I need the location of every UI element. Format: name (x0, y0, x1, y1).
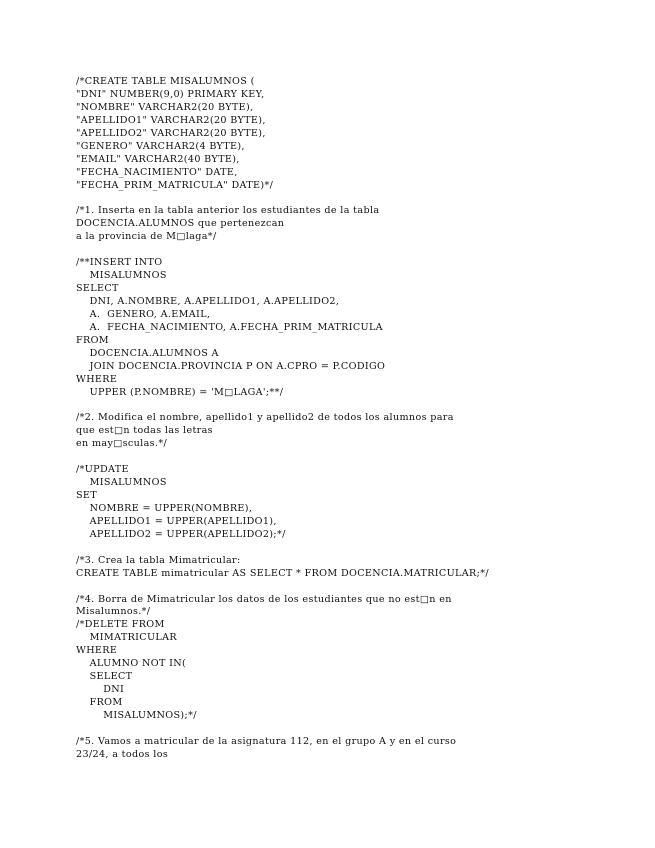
code-line: WHERE (76, 645, 118, 657)
code-line: /*4. Borra de Mimatricular los datos de los estudiantes que no est□n en (76, 593, 452, 605)
code-line: "GENERO" VARCHAR2(4 BYTE), (76, 140, 245, 152)
code-line: "DNI" NUMBER(9,0) PRIMARY KEY, (76, 88, 265, 100)
code-line: WHERE (76, 373, 118, 385)
blank-line (76, 244, 636, 257)
code-line: DNI, A.NOMBRE, A.APELLIDO1, A.APELLIDO2, (76, 295, 340, 307)
code-line: "APELLIDO2" VARCHAR2(20 BYTE), (76, 127, 266, 139)
code-line: UPPER (P.NOMBRE) = 'M□LAGA';**/ (76, 386, 284, 398)
code-line: Misalumnos.*/ (76, 606, 151, 618)
code-line: MISALUMNOS);*/ (76, 709, 197, 721)
code-line: CREATE TABLE mimatricular AS SELECT * FROM DOCENCIA.MATRICULAR;*/ (76, 567, 489, 579)
code-line: "EMAIL" VARCHAR2(40 BYTE), (76, 153, 240, 165)
code-line: /**INSERT INTO (76, 257, 163, 269)
blank-line (76, 542, 636, 555)
blank-line (76, 399, 636, 412)
code-line: que est□n todas las letras (76, 425, 213, 437)
code-line: en may□sculas.*/ (76, 438, 168, 450)
code-line: DOCENCIA.ALUMNOS A (76, 347, 219, 359)
code-line: a la provincia de M□laga*/ (76, 231, 217, 243)
code-line: FROM (76, 697, 123, 708)
code-line: ALUMNO NOT IN( (76, 658, 187, 670)
code-line: /*UPDATE (76, 464, 129, 476)
code-line: MIMATRICULAR (76, 632, 177, 644)
blank-line (76, 581, 636, 594)
code-line: APELLIDO2 = UPPER(APELLIDO2);*/ (76, 528, 286, 540)
code-line: /*5. Vamos a matricular de la asignatura 112, en el grupo A y en el curso (76, 735, 457, 747)
code-line: /*CREATE TABLE MISALUMNOS ( (76, 76, 255, 87)
code-line: /*3. Crea la tabla Mimatricular: (76, 554, 241, 566)
code-line: SELECT (76, 283, 119, 294)
code-line: /*2. Modifica el nombre, apellido1 y apellido2 de todos los alumnos para (76, 412, 454, 424)
code-line: MISALUMNOS (76, 477, 167, 489)
code-line: JOIN DOCENCIA.PROVINCIA P ON A.CPRO = P.CODIGO (76, 360, 386, 372)
code-line: A. GENERO, A.EMAIL, (76, 308, 211, 320)
code-line: "APELLIDO1" VARCHAR2(20 BYTE), (76, 114, 266, 126)
code-line: "NOMBRE" VARCHAR2(20 BYTE), (76, 101, 254, 113)
code-line: APELLIDO1 = UPPER(APELLIDO1), (76, 515, 277, 527)
code-line: /*1. Inserta en la tabla anterior los estudiantes de la tabla (76, 205, 380, 217)
code-line: DNI (76, 684, 125, 696)
code-line: 23/24, a todos los (76, 748, 169, 760)
code-line: SELECT (76, 671, 133, 683)
blank-line (76, 451, 636, 464)
blank-line (76, 723, 636, 736)
code-line: "FECHA_PRIM_MATRICULA" DATE)*/ (76, 179, 274, 191)
code-line: /*DELETE FROM (76, 619, 165, 631)
code-line: MISALUMNOS (76, 270, 167, 282)
code-line: FROM (76, 334, 109, 346)
blank-line (76, 192, 636, 205)
code-line: NOMBRE = UPPER(NOMBRE), (76, 502, 253, 514)
code-line: A. FECHA_NACIMIENTO, A.FECHA_PRIM_MATRICULA (76, 321, 383, 333)
sql-script-text (76, 76, 636, 762)
code-line: DOCENCIA.ALUMNOS que pertenezcan (76, 218, 285, 230)
code-line: "FECHA_NACIMIENTO" DATE, (76, 166, 238, 178)
code-line: SET (76, 490, 98, 501)
